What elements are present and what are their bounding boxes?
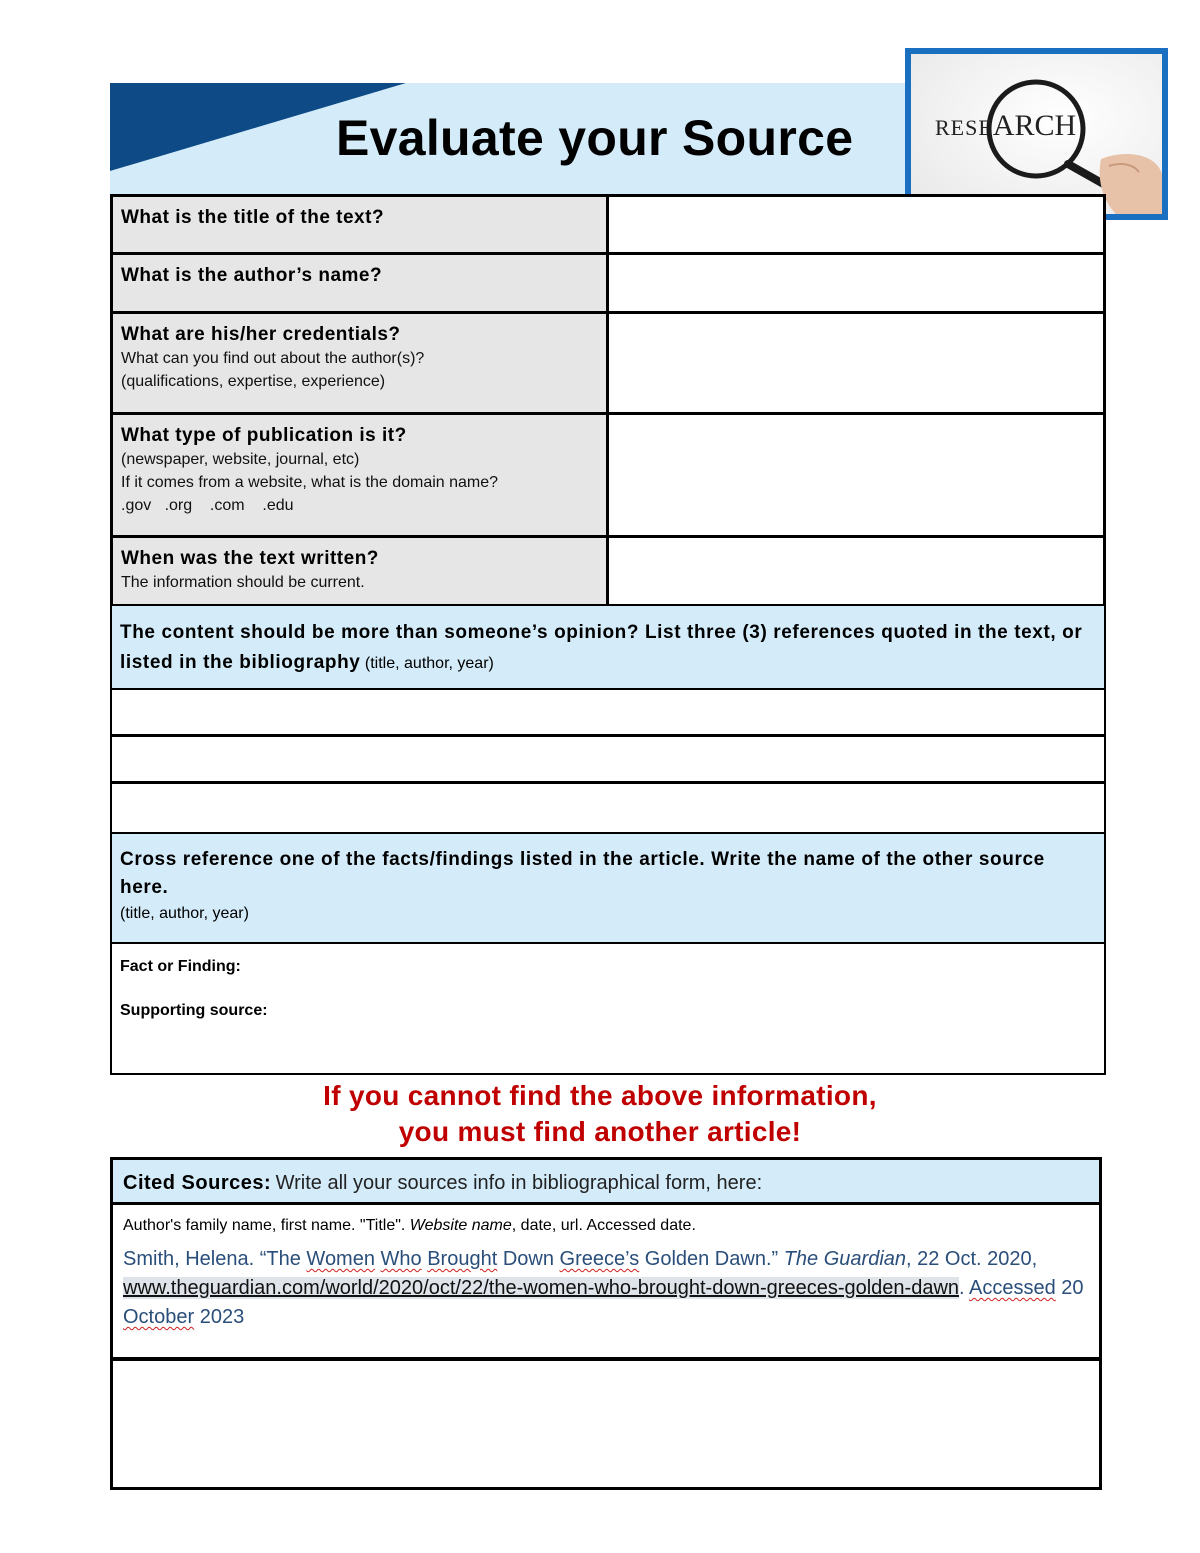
question-row bbox=[112, 196, 1105, 254]
cross-reference-question: Cross reference one of the facts/findings listed in the article. Write the name of the other source here. bbox=[120, 849, 1045, 898]
references-question: The content should be more than someone’s opinion? List three (3) references quoted in the text, or listed in the bibliography bbox=[120, 622, 1083, 673]
support-label: Supporting source: bbox=[120, 1002, 268, 1019]
reference-input-1[interactable] bbox=[110, 688, 1106, 736]
warning-line-2: you must find another article! bbox=[398, 1116, 802, 1147]
question-row bbox=[112, 313, 1105, 414]
question-label: What is the title of the text? bbox=[121, 207, 385, 228]
cited-sources-entry[interactable] bbox=[110, 1203, 1102, 1360]
cited-sources-input[interactable] bbox=[110, 1359, 1102, 1490]
reference-input-2[interactable] bbox=[110, 735, 1106, 783]
question-hint: (qualifications, expertise, experience) bbox=[121, 373, 386, 390]
cross-reference-hint: (title, author, year) bbox=[120, 905, 249, 922]
citation-format: Author's family name, first name. "Title". Website name, date, url. Accessed date. bbox=[123, 1217, 696, 1234]
citation-url[interactable]: www.theguardian.com/world/2020/oct/22/the-women-who-brought-down-greeces-golden-dawn bbox=[123, 1277, 960, 1299]
question-hint: .gov .org .com .edu bbox=[121, 497, 294, 514]
cross-reference-prompt bbox=[110, 832, 1106, 944]
question-hint: What can you find out about the author(s)? bbox=[121, 350, 425, 367]
citation-example: Smith, Helena. “The Women Who Brought Down Greece’s Golden Dawn.” The Guardian, 22 Oct. 2020, www.theguardian.com/world/2020/oct/22/the-women-who-brought-down-greeces-golden-dawn. Accessed 20 October 2023 bbox=[123, 1248, 1084, 1328]
question-label: What type of publication is it? bbox=[121, 425, 407, 446]
question-hint: If it comes from a website, what is the domain name? bbox=[121, 474, 499, 491]
question-label: When was the text written? bbox=[121, 548, 379, 569]
answer-field[interactable] bbox=[608, 313, 1105, 414]
references-prompt bbox=[110, 604, 1106, 690]
question-hint: The information should be current. bbox=[121, 574, 365, 591]
warning-message bbox=[0, 1078, 1200, 1150]
fact-label: Fact or Finding: bbox=[120, 958, 241, 975]
question-row bbox=[112, 254, 1105, 313]
reference-input-3[interactable] bbox=[110, 782, 1106, 834]
answer-field[interactable] bbox=[608, 414, 1105, 537]
question-hint: (newspaper, website, journal, etc) bbox=[121, 451, 360, 468]
answer-field[interactable] bbox=[608, 254, 1105, 313]
answer-field[interactable] bbox=[608, 537, 1105, 607]
cited-sources-instruction: Write all your sources info in bibliographical form, here: bbox=[275, 1172, 763, 1194]
question-label: What is the author’s name? bbox=[121, 265, 383, 286]
source-questions-table bbox=[110, 194, 1106, 608]
cited-sources-label: Cited Sources: bbox=[123, 1172, 272, 1194]
question-row bbox=[112, 537, 1105, 607]
warning-line-1: If you cannot find the above information, bbox=[323, 1080, 877, 1111]
question-label: What are his/her credentials? bbox=[121, 324, 401, 345]
research-word: RESEARCH bbox=[935, 109, 1077, 142]
cited-sources-header bbox=[110, 1157, 1102, 1205]
answer-field[interactable] bbox=[608, 196, 1105, 254]
question-row bbox=[112, 414, 1105, 537]
header-banner bbox=[110, 83, 910, 196]
fact-finding-box[interactable] bbox=[110, 942, 1106, 1075]
references-hint: (title, author, year) bbox=[364, 655, 494, 672]
page-title: Evaluate your Source bbox=[336, 110, 854, 166]
